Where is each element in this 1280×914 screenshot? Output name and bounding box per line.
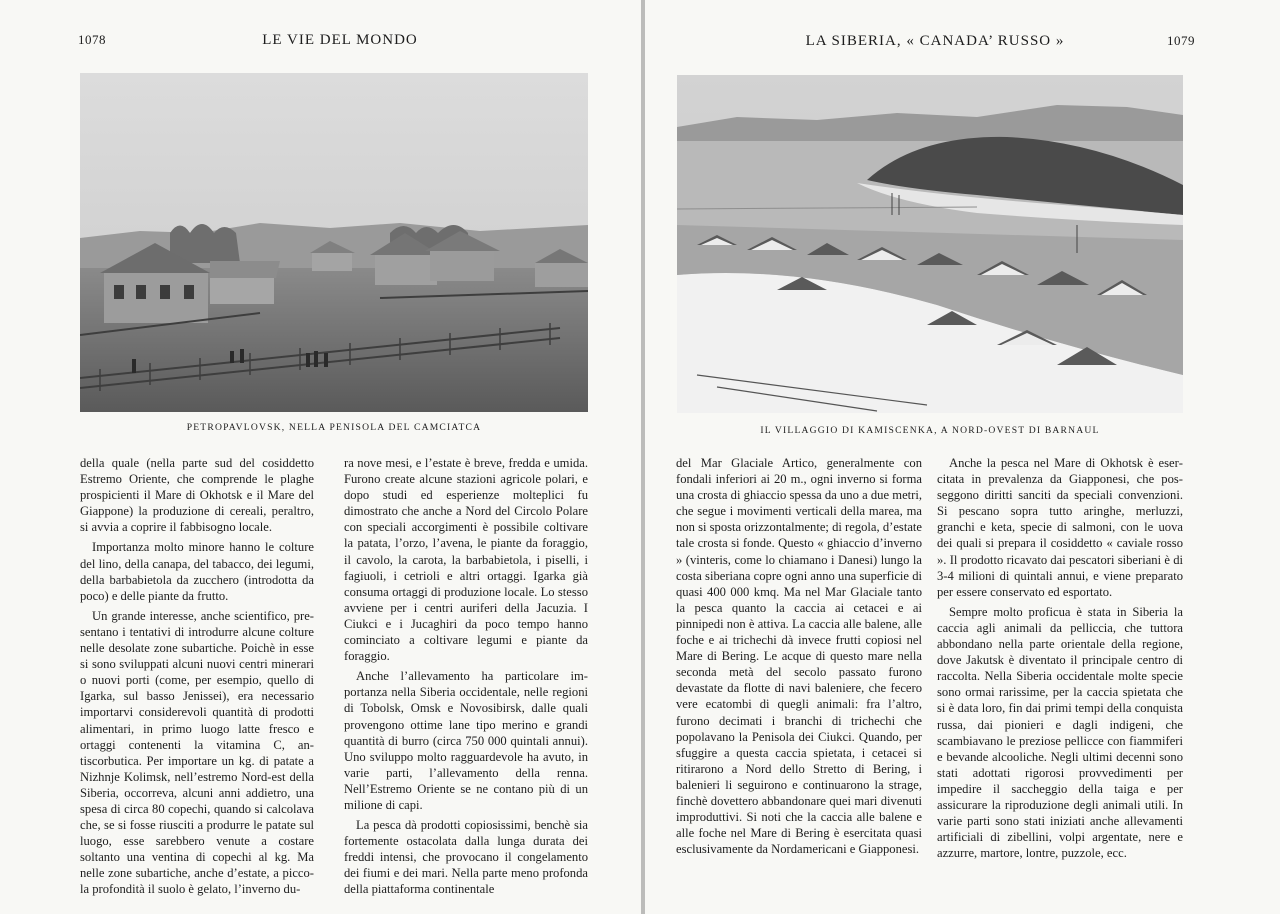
paragraph: Un grande interesse, anche scientifico, presentano i tentativi di introdurre alcune colture nelle desolate zone subartiche. Poichè in esse si sono sviluppati alcuni nuovi centri minerari o nuovi porti (come, per esempio, quello di Igarka, sul basso Jenissei), era necessario importarvi considerevoli quantità di prodotti alimentari, in primo luogo latte fresco e ortaggi contenenti la vitamina C, antiscorbutica. Per importare un kg. di patate a Nizhnje Kolimsk, nell’estremo Nord-est della Siberia, occorreva, alcuni anni addietro, una spesa di circa 80 copechi, quando si calcolava che, se si fosse riusciti a produrre le patate sul luogo, esse sarebbero venute a costare soltanto una ventina di copechi al kg. Ma nelle zone subartiche, anche d’estate, a piccola profondità il suolo è gelato, l’inverno du- bbox=[80, 608, 314, 897]
page-number-left: 1078 bbox=[78, 32, 106, 47]
paragraph: Anche l’allevamento ha particolare importanza nella Siberia occidentale, nelle regioni di Tobolsk, Omsk e Novosibirsk, dalle quali provengono ottime lane tipo merino e grandi quantità di burro (circa 750 000 quintali annui). Uno sviluppo molto ragguardevole ha avuto, in varie parti, l’allevamento della renna. Nell’Estremo Oriente se ne contano più di un milione di capi. bbox=[344, 669, 588, 812]
paragraph: Anche la pesca nel Mare di Okhotsk è esercitata in prevalenza da Giapponesi, che posseggono diritti sanciti da speciali convenzioni. Si pescano sopra tutto aringhe, merluzzi, granchi e keta, specie di salmoni, con le uova dei quali si prepara il cosiddetto « caviale rosso ». Il prodotto ricavato dai pescatori siberiani è di 3-4 milioni di quintali annui, e viene preparato per essere conservato ed esportato. bbox=[937, 456, 1183, 599]
photo-petropavlovsk bbox=[80, 73, 588, 412]
page-number-right: 1079 bbox=[1167, 33, 1195, 48]
running-head-right: LA SIBERIA, « CANADA’ RUSSO » bbox=[805, 33, 1065, 49]
paragraph: La pesca dà prodotti copiosissimi, benchè sia fortemente ostacolata dalla lunga durata dei freddi intensi, che provocano il congelamento dei fiumi e dei mari. Nella parte meno profonda della piattaforma continentale bbox=[344, 818, 588, 897]
paragraph: del Mar Glaciale Artico, generalmente con fondali inferiori ai 20 m., ogni inverno si forma una crosta di ghiaccio spessa da uno a due metri, che segue i movimenti verticali della marea, ma non si sposta orizzontalmente; di regola, d’estate tale crosta si fonde. Questo « ghiaccio d’inverno » (vinteris, come lo chiamano i Danesi) lungo la costa siberiana copre ogni anno una superficie di quasi 400 000 kmq. Ma nel Mar Glaciale tanto la pesca quanto la caccia ai cetacei e ai pinnipedi non è attiva. La caccia alle balene, alle foche e ai trichechi dà invece frutti copiosi nel Mare di Bering. Le acque di questo mare nella seconda metà del secolo passato furono devastate da flotte di navi baleniere, che fecero vere ecatombi di quegli animali: fra l’altro, furono decimati i branchi di trichechi che popolavano la Penisola dei Ciukci. Quando, per sfuggire a questa caccia spietata, i cetacei si ritirarono a Nord dello Stretto di Bering, i balenieri li seguirono e continuarono la strage, finchè dovettero abbandonare quei mari divenuti improduttivi. Si noti che la caccia alle balene e alle foche nel Mare di Bering è esercitata quasi esclusivamente da Nordamericani e Giapponesi. bbox=[676, 456, 922, 857]
paragraph: ra nove mesi, e l’estate è breve, fredda e umida. Furono create alcune stazioni agricole polari, e dopo studi ed esperienze molteplici fu dimostrato che anche a Nord del Circolo Polare con speciali accorgimenti è possibile coltivare la patata, l’orzo, l’avena, le piante da foraggio, il cavolo, la carota, la barbabietola, i piselli, i fagiuoli, i cetrioli e altri ortaggi. Igarka già consuma ortaggi di produzione locale. Lo stesso avviene per i centri auriferi della Jacuzia. I Ciukci e i Jucaghiri da poco tempo hanno cominciato a coltivare legumi e piante da foraggio. bbox=[344, 456, 588, 664]
right-page bbox=[645, 0, 1280, 914]
paragraph: Sempre molto proficua è stata in Siberia la caccia agli animali da pelliccia, che tuttora abbondano nella parte orientale della regione, dove Jakutsk è diventato il principale centro di raccolta. Nella Siberia occidentale molte specie sono ormai rarissime, per la caccia spietata che si è data loro, fin dai primi tempi della conquista russa, dai pionieri e dagli indigeni, che scambiavano le preziose pellicce con fiammiferi e bevande alcooliche. Negli ultimi decenni sono stati adottati rigorosi provvedimenti per impedire il saccheggio della taiga e per assicurare la riproduzione degli animali utili. In varie parti sono stati iniziati anche allevamenti artificiali di zibellini, volpi argentate, nere e azzurre, martore, lontre, puzzole, ecc. bbox=[937, 604, 1183, 861]
photo-caption-right: IL VILLAGGIO DI KAMISCENKA, A NORD-OVEST DI BARNAUL bbox=[760, 425, 1100, 436]
paragraph: Importanza molto minore hanno le colture del lino, della canapa, del tabacco, dei legumi, della barbabietola da zucchero (introdotta da poco) e delle piante da frutto. bbox=[80, 540, 314, 603]
running-head-left: LE VIE DEL MONDO bbox=[262, 32, 418, 48]
text-column-left-2 bbox=[344, 455, 588, 898]
text-column-right-2 bbox=[937, 455, 1183, 861]
photo-kamiscenka bbox=[677, 75, 1183, 413]
photo-caption-left: PETROPAVLOVSK, NELLA PENISOLA DEL CAMCIATCA bbox=[186, 422, 482, 433]
text-column-right-1 bbox=[676, 455, 922, 857]
text-column-left-1 bbox=[80, 455, 314, 898]
paragraph: della quale (nella parte sud del cosiddetto Estremo Oriente, che comprende le plaghe prospicienti il Mare di Okhotsk e il Mare del Giappone) la produzione di cereali, peraltro, si avvia a coprire il fabbisogno locale. bbox=[80, 456, 314, 535]
